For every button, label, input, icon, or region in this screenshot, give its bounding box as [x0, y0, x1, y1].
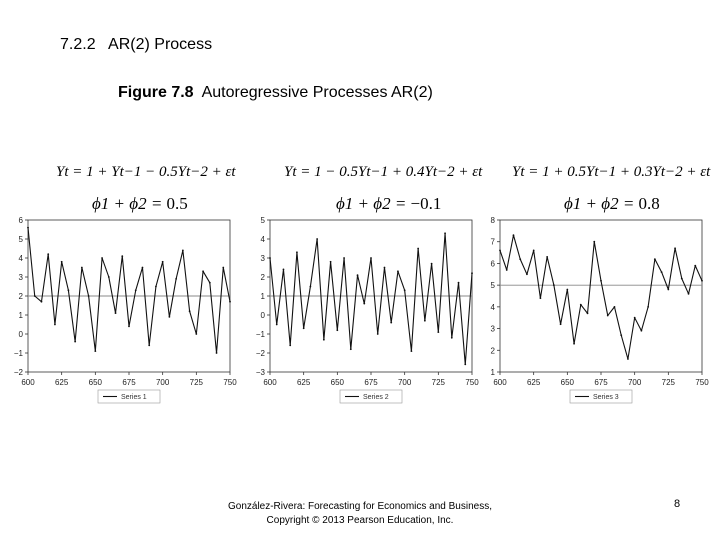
panel-2-phi-sum	[336, 194, 441, 214]
data-point	[411, 350, 413, 352]
data-point	[627, 358, 629, 360]
data-point	[121, 255, 123, 257]
data-point	[694, 265, 696, 267]
data-point	[634, 317, 636, 319]
y-tick-label: 6	[18, 216, 23, 225]
panel-1-phi-sum	[92, 194, 188, 214]
panel-3-phi-sum	[564, 194, 660, 214]
y-tick-label: −2	[13, 368, 23, 377]
data-point	[357, 274, 359, 276]
data-point	[323, 339, 325, 341]
chart-series-2	[252, 214, 480, 414]
y-tick-label: 5	[18, 235, 23, 244]
data-point	[303, 327, 305, 329]
data-point	[641, 330, 643, 332]
x-tick-label: 675	[364, 378, 378, 387]
data-point	[336, 329, 338, 331]
data-point	[404, 289, 406, 291]
data-point	[330, 261, 332, 263]
data-point	[654, 258, 656, 260]
data-point	[169, 316, 171, 318]
data-point	[607, 315, 609, 317]
y-tick-label: 6	[490, 259, 495, 269]
data-point	[390, 322, 392, 324]
y-tick-label: 2	[18, 292, 23, 301]
figure-title: Autoregressive Processes AR(2)	[193, 84, 433, 101]
data-point	[195, 333, 197, 335]
data-point	[209, 282, 211, 284]
y-tick-label: 3	[490, 324, 495, 334]
data-point	[47, 253, 49, 255]
legend-label: Series 2	[363, 394, 389, 401]
x-tick-label: 600	[21, 378, 35, 387]
data-point	[458, 282, 460, 284]
panel-2-phi-sum-label: ϕ1 + ϕ2 =	[336, 194, 407, 213]
data-point	[276, 324, 278, 326]
legend-label: Series 1	[121, 394, 147, 401]
x-tick-label: 700	[155, 378, 170, 387]
data-point	[68, 289, 70, 291]
panel-3-phi-sum-value: 0.8	[638, 194, 660, 213]
y-tick-label: 1	[260, 292, 265, 301]
data-point	[540, 297, 542, 299]
data-point	[471, 272, 473, 274]
data-point	[289, 345, 291, 347]
data-point	[513, 234, 515, 236]
data-point	[647, 306, 649, 308]
data-point	[229, 301, 231, 303]
data-point	[431, 263, 433, 265]
data-point	[587, 312, 589, 314]
x-tick-label: 650	[560, 378, 575, 387]
data-point	[94, 350, 96, 352]
data-point	[135, 289, 137, 291]
data-point	[148, 345, 150, 347]
y-tick-label: 5	[490, 281, 495, 291]
footer-line-2: Copyright © 2013 Pearson Education, Inc.	[266, 515, 454, 526]
data-point	[688, 293, 690, 295]
data-point	[519, 258, 521, 260]
data-point	[417, 248, 419, 250]
series-line	[500, 235, 702, 359]
series-line	[270, 233, 472, 364]
data-point	[88, 295, 90, 297]
data-point	[661, 271, 663, 273]
data-point	[506, 269, 508, 271]
panel-2-equation: Yt = 1 − 0.5Yt−1 + 0.4Yt−2 + εt	[284, 164, 483, 180]
data-point	[61, 261, 63, 263]
panel-3-phi-sum-label: ϕ1 + ϕ2 =	[564, 194, 635, 213]
y-tick-label: 5	[260, 216, 265, 225]
data-point	[464, 364, 466, 366]
y-tick-label: 0	[18, 330, 23, 339]
data-point	[296, 251, 298, 253]
panel-1-equation: Yt = 1 + Yt−1 − 0.5Yt−2 + εt	[56, 164, 236, 180]
data-point	[681, 278, 683, 280]
data-point	[316, 238, 318, 240]
data-point	[115, 312, 117, 314]
x-tick-label: 750	[465, 378, 479, 387]
data-point	[269, 257, 271, 259]
data-point	[310, 286, 312, 288]
data-point	[162, 261, 164, 263]
data-point	[370, 257, 372, 259]
y-tick-label: 3	[18, 273, 23, 282]
data-point	[182, 250, 184, 252]
data-point	[101, 257, 103, 259]
data-point	[81, 267, 83, 269]
data-point	[384, 267, 386, 269]
x-tick-label: 650	[88, 378, 103, 387]
data-point	[566, 289, 568, 291]
x-tick-label: 700	[397, 378, 412, 387]
data-point	[377, 333, 379, 335]
data-point	[546, 256, 548, 258]
x-tick-label: 625	[526, 378, 541, 387]
x-tick-label: 675	[594, 378, 608, 387]
data-point	[108, 276, 110, 278]
figure-label: Figure 7.8	[118, 84, 194, 101]
data-point	[620, 334, 622, 336]
data-point	[444, 232, 446, 234]
data-point	[202, 270, 204, 272]
data-point	[283, 269, 285, 271]
data-point	[74, 341, 76, 343]
y-tick-label: 4	[490, 302, 495, 312]
figure-caption	[118, 84, 433, 102]
y-tick-label: −1	[13, 349, 23, 358]
x-tick-label: 625	[296, 378, 311, 387]
data-point	[560, 323, 562, 325]
data-point	[27, 227, 29, 229]
plot-frame	[500, 220, 702, 372]
x-tick-label: 750	[695, 378, 709, 387]
y-tick-label: −3	[255, 368, 265, 377]
legend-label: Series 3	[593, 394, 619, 401]
data-point	[397, 270, 399, 272]
y-tick-label: 3	[260, 254, 265, 263]
section-title: 7.2.2 AR(2) Process	[60, 36, 213, 53]
footer-line-1: González-Rivera: Forecasting for Economics and Business,	[227, 501, 492, 512]
x-tick-label: 750	[223, 378, 237, 387]
x-tick-label: 675	[122, 378, 136, 387]
data-point	[155, 286, 157, 288]
series-line	[28, 228, 230, 353]
x-tick-label: 700	[627, 378, 642, 387]
x-tick-label: 725	[431, 378, 446, 387]
panel-2-phi-sum-value: −0.1	[410, 194, 442, 213]
panel-3-equation: Yt = 1 + 0.5Yt−1 + 0.3Yt−2 + εt	[512, 164, 711, 180]
y-tick-label: −1	[255, 330, 265, 339]
data-point	[533, 250, 535, 252]
data-point	[363, 303, 365, 305]
data-point	[34, 295, 36, 297]
x-tick-label: 725	[189, 378, 204, 387]
x-tick-label: 600	[493, 378, 507, 387]
data-point	[451, 337, 453, 339]
data-point	[424, 320, 426, 322]
y-tick-label: −2	[255, 349, 265, 358]
panel-1-phi-sum-value: 0.5	[166, 194, 188, 213]
chart-series-3	[482, 214, 710, 414]
page-number: 8	[674, 498, 681, 510]
data-point	[499, 250, 501, 252]
y-tick-label: 0	[260, 311, 265, 320]
data-point	[614, 306, 616, 308]
y-tick-label: 2	[490, 346, 495, 356]
data-point	[216, 352, 218, 354]
x-tick-label: 600	[263, 378, 277, 387]
data-point	[128, 326, 130, 328]
data-point	[701, 280, 703, 282]
data-point	[175, 278, 177, 280]
data-point	[142, 267, 144, 269]
y-tick-label: 4	[260, 235, 265, 244]
data-point	[600, 280, 602, 282]
x-tick-label: 650	[330, 378, 345, 387]
data-point	[573, 343, 575, 345]
data-point	[593, 241, 595, 243]
y-tick-label: 7	[490, 237, 495, 247]
y-tick-label: 1	[490, 368, 495, 377]
data-point	[343, 257, 345, 259]
y-tick-label: 1	[18, 311, 23, 320]
y-tick-label: 2	[260, 273, 265, 282]
data-point	[553, 284, 555, 286]
y-tick-label: 8	[490, 216, 495, 225]
panel-1-phi-sum-label: ϕ1 + ϕ2 =	[92, 194, 163, 213]
data-point	[189, 310, 191, 312]
data-point	[54, 324, 56, 326]
data-point	[526, 273, 528, 275]
data-point	[674, 247, 676, 249]
data-point	[437, 331, 439, 333]
data-point	[667, 289, 669, 291]
data-point	[222, 267, 224, 269]
y-tick-label: 4	[18, 254, 23, 263]
footer-citation	[200, 500, 520, 528]
chart-series-1	[10, 214, 238, 414]
data-point	[41, 301, 43, 303]
data-point	[350, 348, 352, 350]
x-tick-label: 725	[661, 378, 676, 387]
data-point	[580, 304, 582, 306]
x-tick-label: 625	[54, 378, 69, 387]
